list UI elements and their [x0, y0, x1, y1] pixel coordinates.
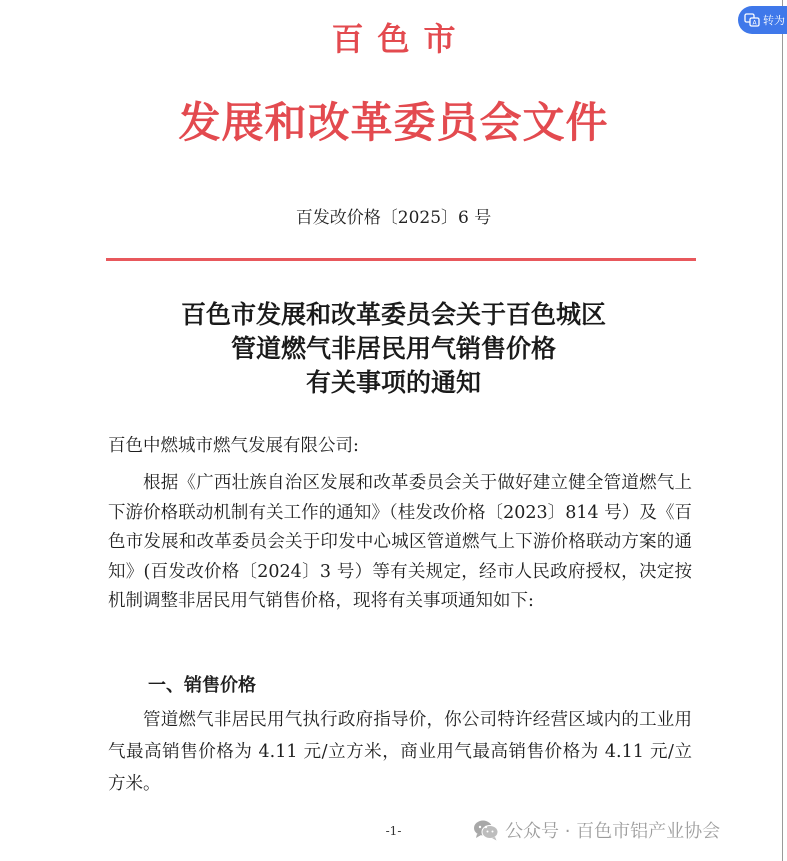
wechat-watermark	[473, 817, 720, 843]
section-heading-pricing: 一、销售价格	[148, 675, 256, 696]
svg-text:A: A	[752, 19, 757, 27]
page-number: -1-	[385, 824, 402, 838]
document-number: 百发改价格〔2025〕6 号	[295, 208, 492, 228]
notice-title-line: 管道燃气非居民用气销售价格	[230, 334, 556, 363]
watermark-text: 公众号 · 百色市铝产业协会	[505, 821, 721, 842]
notice-title-line: 百色市发展和改革委员会关于百色城区	[180, 300, 606, 329]
translate-button-label: 转为	[763, 14, 785, 27]
body-paragraph-1: 根据《广西壮族自治区发展和改革委员会关于做好建立健全管道燃气上下游价格联动机制有关工作的通知》（桂发改价格〔2023〕814 号）及《百色市发展和改革委员会关于印发中心城区管道燃气上下游价格联动方案的通知》(百发改价格〔2024〕3 号）等有关规定，经市人民政府授权，决定按机制调整非居民用气销售价格，现将有关事项通知如下:	[108, 473, 692, 611]
notice-title-line: 有关事项的通知	[305, 368, 481, 397]
red-divider-rule	[106, 258, 696, 261]
section-paragraph-pricing: 管道燃气非居民用气执行政府指导价，你公司特许经营区域内的工业用气最高销售价格为 4.11 元/立方米，商业用气最高销售价格为 4.11 元/立方米。	[108, 710, 692, 794]
notice-title	[0, 298, 787, 400]
header-city: 百色市	[331, 20, 470, 58]
addressee: 百色中燃城市燃气发展有限公司:	[108, 436, 359, 456]
wechat-icon	[473, 819, 499, 841]
header-office-title: 发展和改革委员会文件	[178, 98, 609, 147]
